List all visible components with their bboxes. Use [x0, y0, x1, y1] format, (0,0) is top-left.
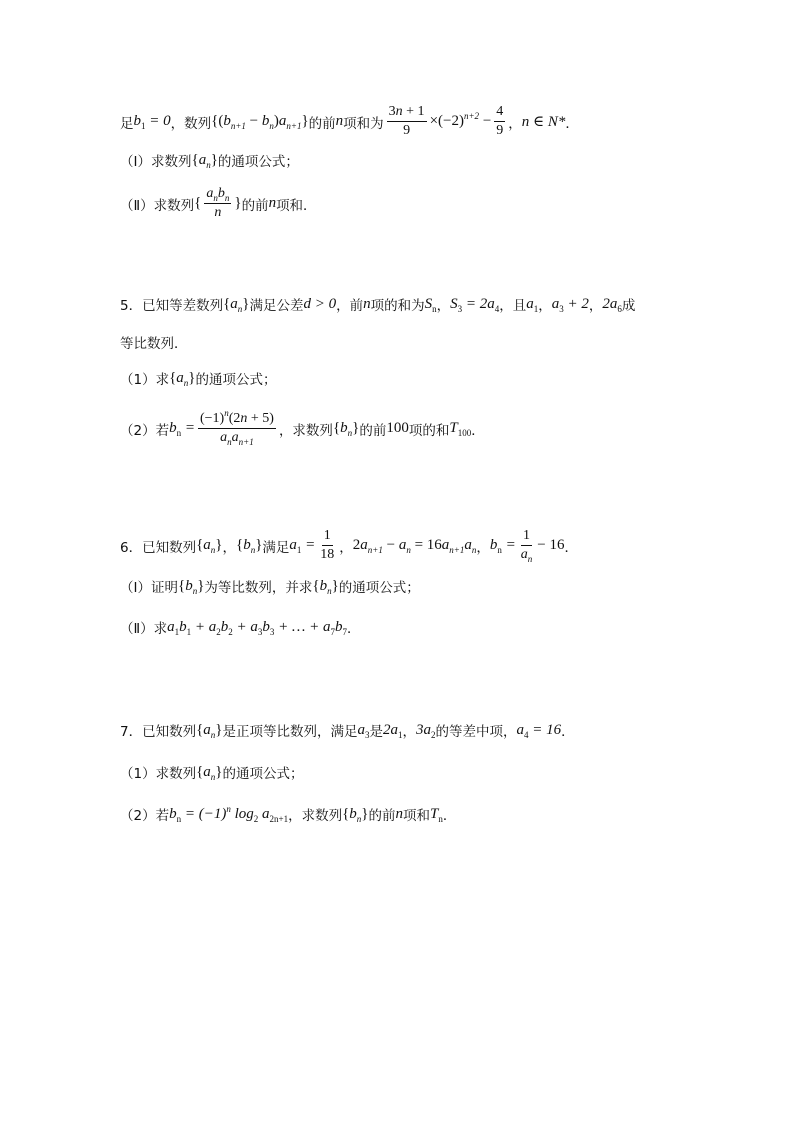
text: ，: [339, 539, 353, 556]
math-brace-open: {: [194, 195, 202, 211]
text: ，求数列: [288, 808, 343, 824]
text: 项的和: [408, 422, 450, 439]
text: （2）若: [120, 422, 170, 439]
math-an: $\{a_n\}$: [223, 295, 250, 314]
math-recurrence: $2a_{n+1} - a_n = 16a_{n+1}a_n$: [352, 537, 477, 555]
text: 的前: [368, 808, 396, 824]
math-frac-3n1-9: $\frac{3n + 1}{9}$: [388, 104, 425, 138]
p4-q1: [120, 150, 299, 170]
p7-line1: [120, 720, 575, 740]
text: ．: [565, 115, 579, 132]
text: ．: [442, 808, 457, 824]
text: 成: [621, 298, 636, 314]
text: 为等比数列，并求: [204, 580, 313, 596]
text: ，且: [499, 298, 527, 314]
math-Tn: $T_n$: [429, 805, 443, 824]
p5-q2: [120, 408, 485, 447]
math-bn: $\{b_n\}$: [312, 577, 339, 596]
text: （Ⅱ）求数列: [120, 197, 195, 214]
text: ．: [347, 621, 361, 637]
text: 是正项等比数列，满足: [222, 724, 358, 740]
math-an: $\{a_n\}$: [196, 763, 223, 782]
text: ，: [436, 298, 451, 314]
math-an: $\{a_n\}$: [196, 721, 223, 740]
p7-q2: [120, 804, 456, 824]
math-3a2: $3a_2$: [416, 721, 436, 740]
math-brace-close: }: [234, 195, 242, 211]
text: 足: [120, 115, 134, 132]
text: 的通项公式；: [222, 766, 304, 782]
text: ．: [561, 724, 575, 740]
problem-7-intro: 7．已知数列: [120, 724, 197, 740]
math-frac-anbn-n: $\frac{a_nb_n}{n}$: [206, 186, 230, 220]
math-bn-eq: $b_n$ =: [169, 420, 195, 438]
math-a1-eq: $a_1$ =: [289, 537, 316, 555]
p5-line1: [120, 294, 635, 314]
text: 等比数列．: [120, 336, 188, 352]
text: ，: [538, 298, 552, 314]
p6-q2: [120, 617, 361, 637]
math-bn: $\{b_n\}$: [236, 537, 263, 555]
text: 项和为: [343, 115, 384, 132]
math-frac-1-an: $\frac{1}{a_n}$: [520, 528, 533, 564]
math-n-in-N: n ∈ N*: [521, 114, 566, 130]
text: ，: [588, 298, 603, 314]
text: 的通项公式；: [217, 154, 299, 170]
text: （Ⅰ）证明: [120, 580, 178, 596]
math-an: $\{a_n\}$: [196, 537, 223, 555]
text: ，求数列: [278, 422, 333, 439]
math-a4-eq: $a_4 = 16$: [516, 721, 562, 740]
math-minus16: − 16: [537, 537, 565, 553]
p6-line1: [120, 528, 578, 563]
text: ．: [471, 422, 485, 439]
math-bn: $\{b_n\}$: [342, 805, 369, 824]
math-n: n: [268, 195, 277, 211]
math-bn: $\{b_n\}$: [332, 420, 360, 438]
text: （1）求数列: [120, 766, 197, 782]
math-bn-eq: $b_n$ =: [489, 537, 516, 555]
math-an: $\{a_n\}$: [169, 369, 196, 388]
math-100: 100: [386, 420, 409, 436]
p4-line1: [120, 104, 579, 139]
text: ，: [508, 115, 522, 132]
text: ，: [222, 539, 236, 556]
math-frac-4-9: $\frac{4}{9}$: [496, 104, 504, 138]
math-seq: $\{(b_{n+1} - b_n)a_{n+1}\}$: [211, 113, 309, 131]
math-frac-1-18: $\frac{1}{18}$: [320, 528, 335, 562]
math-sum: $a_1b_1 + a_2b_2 + a_3b_3$ + … + $a_7b_7$: [167, 618, 347, 637]
text: 是: [369, 724, 383, 740]
text: 的通项公式；: [195, 372, 277, 388]
math-a3: $a_3$: [357, 721, 370, 740]
text: 满足公差: [249, 298, 304, 314]
text: 满足: [262, 539, 290, 556]
math-n: n: [363, 295, 371, 312]
math-2a1: $2a_1$: [383, 721, 403, 740]
math-a3plus2: $a_3 + 2$: [551, 295, 589, 314]
math-frac-bn: $\frac{(-1)^n(2n + 5)}{a_na_{n+1}}$: [199, 408, 274, 447]
text: 的通项公式；: [338, 580, 420, 596]
text: 的前: [308, 115, 336, 132]
text: 项的和为: [370, 298, 425, 314]
text: ，: [476, 539, 490, 556]
p5-line2: [120, 332, 188, 352]
math-T100: $T_{100}$: [449, 420, 472, 438]
text: 的等差中项，: [435, 724, 517, 740]
p7-q1: [120, 762, 304, 782]
text: 项和．: [276, 197, 317, 214]
math-bn: $\{b_n\}$: [177, 577, 205, 596]
problem-6-intro: 6．已知数列: [120, 539, 197, 556]
text: （2）若: [120, 808, 170, 824]
text: （Ⅱ）求: [120, 621, 168, 637]
text: （Ⅰ）求数列: [120, 154, 192, 170]
problem-5-intro: 5．已知等差数列: [120, 298, 224, 314]
math-n: n: [335, 113, 344, 129]
text: 项和: [402, 808, 430, 824]
math-b1: $b_1 = 0$: [133, 113, 171, 131]
math-d: d > 0: [303, 295, 337, 312]
text: 的前: [359, 422, 387, 439]
text: ．: [564, 539, 578, 556]
p4-q2: [120, 186, 317, 221]
p5-q1: [120, 368, 277, 388]
math-2a6: $2a_6$: [602, 295, 622, 314]
math-pow: $\times(-2)^{n+2}$ −: [429, 111, 492, 129]
math-S3: $S_3 = 2a_4$: [450, 295, 500, 314]
p6-q1: [120, 576, 420, 596]
math-Sn: $S_n$: [424, 295, 437, 314]
math-an: $\{a_n\}$: [191, 151, 218, 170]
math-n: n: [395, 805, 403, 822]
text: （1）求: [120, 372, 170, 388]
math-bn-log: $b_n = (-1)^n$ $\log_2 a_{2n+1}$: [169, 803, 289, 824]
math-a1: $a_1$: [526, 295, 539, 314]
text: ，数列: [170, 115, 212, 132]
text: ，前: [336, 298, 364, 314]
text: ，: [402, 724, 416, 740]
text: 的前: [241, 197, 269, 214]
